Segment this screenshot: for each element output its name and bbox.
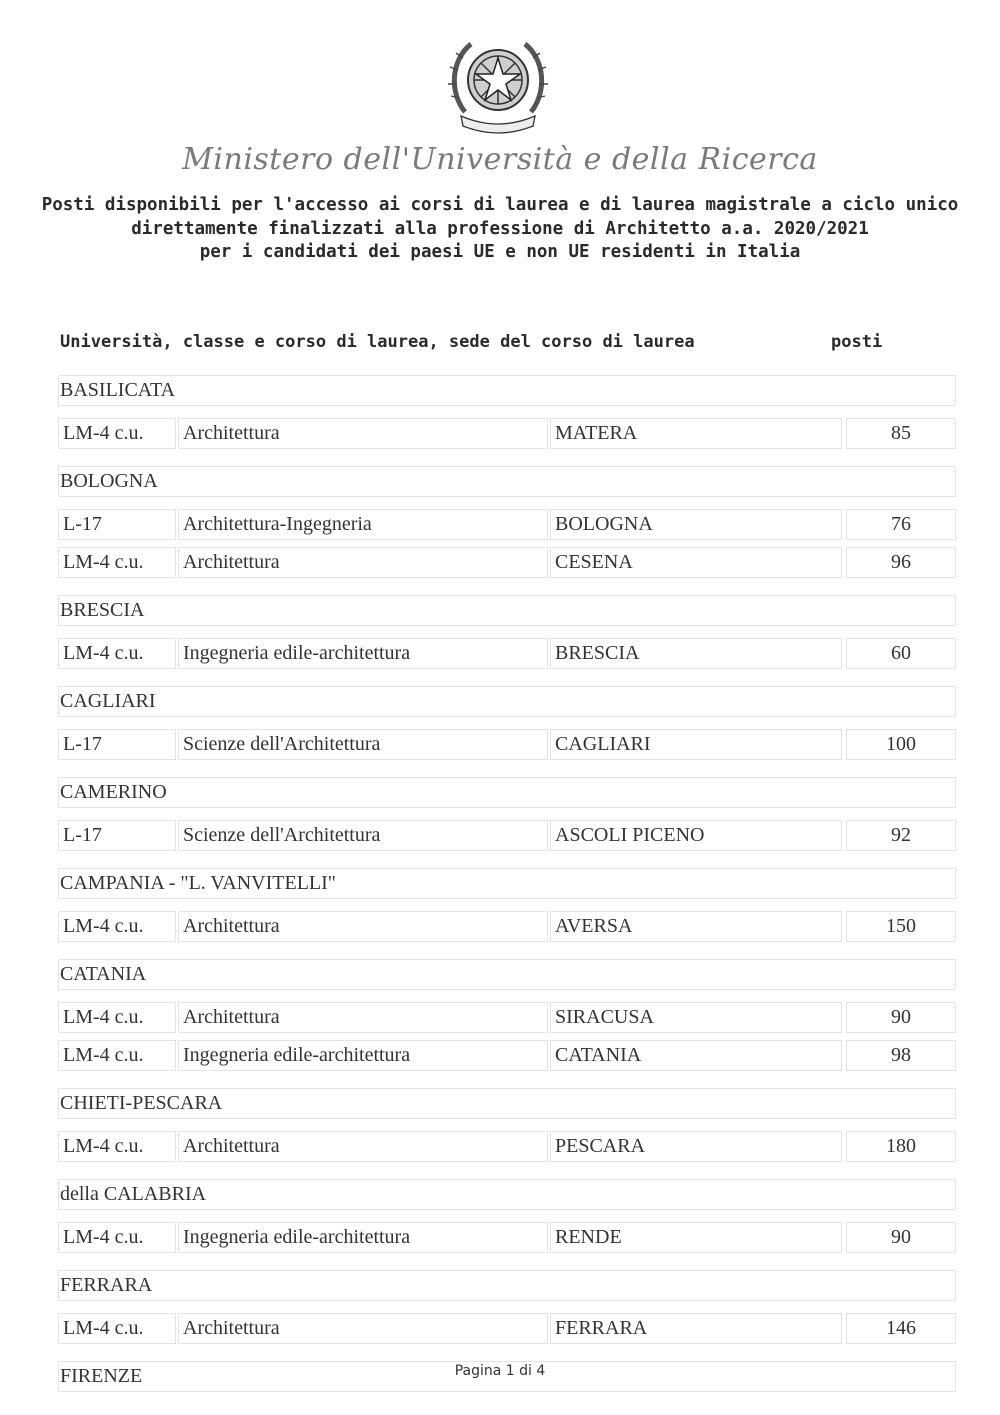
university-heading: FERRARA [58,1270,956,1301]
title-line: per i candidati dei paesi UE e non UE residenti in Italia [199,242,801,262]
location-cell: CATANIA [550,1040,842,1071]
places-cell: 98 [846,1040,956,1071]
university-heading: CAGLIARI [58,686,956,717]
class-cell: LM-4 c.u. [58,1040,176,1071]
class-cell: L-17 [58,729,176,760]
column-header-posti: posti [831,332,883,352]
location-cell: FERRARA [550,1313,842,1344]
course-cell: Architettura [178,1313,548,1344]
document-title [40,194,960,265]
course-cell: Architettura [178,1002,548,1033]
course-cell: Ingegneria edile-architettura [178,638,548,669]
university-heading: CATANIA [58,959,956,990]
column-header-university: Università, classe e corso di laurea, sede del corso di laurea [60,332,695,352]
places-cell: 85 [846,418,956,449]
location-cell: MATERA [550,418,842,449]
location-cell: RENDE [550,1222,842,1253]
course-cell: Architettura-Ingegneria [178,509,548,540]
class-cell: L-17 [58,509,176,540]
university-heading: BRESCIA [58,595,956,626]
university-heading: CAMPANIA - "L. VANVITELLI" [58,868,956,899]
location-cell: BOLOGNA [550,509,842,540]
title-line: direttamente finalizzati alla professione di Architetto a.a. 2020/2021 [131,218,869,239]
class-cell: LM-4 c.u. [58,1222,176,1253]
places-cell: 76 [846,509,956,540]
location-cell: ASCOLI PICENO [550,820,842,851]
class-cell: LM-4 c.u. [58,1131,176,1162]
university-heading: CHIETI-PESCARA [58,1088,956,1119]
university-heading: BASILICATA [58,375,956,406]
places-cell: 60 [846,638,956,669]
university-heading: BOLOGNA [58,466,956,497]
class-cell: L-17 [58,820,176,851]
places-cell: 90 [846,1002,956,1033]
location-cell: CESENA [550,547,842,578]
course-cell: Architettura [178,1131,548,1162]
republic-emblem-icon [445,28,551,140]
location-cell: CAGLIARI [550,729,842,760]
course-cell: Scienze dell'Architettura [178,820,548,851]
class-cell: LM-4 c.u. [58,1313,176,1344]
places-cell: 180 [846,1131,956,1162]
course-cell: Architettura [178,418,548,449]
places-cell: 100 [846,729,956,760]
location-cell: SIRACUSA [550,1002,842,1033]
places-cell: 92 [846,820,956,851]
places-cell: 90 [846,1222,956,1253]
places-cell: 96 [846,547,956,578]
places-cell: 150 [846,911,956,942]
course-cell: Architettura [178,911,548,942]
university-heading: FIRENZE [58,1361,956,1392]
course-cell: Scienze dell'Architettura [178,729,548,760]
ministry-name: Ministero dell'Università e della Ricerca [182,142,818,177]
course-cell: Ingegneria edile-architettura [178,1222,548,1253]
class-cell: LM-4 c.u. [58,1002,176,1033]
class-cell: LM-4 c.u. [58,547,176,578]
location-cell: AVERSA [550,911,842,942]
places-cell: 146 [846,1313,956,1344]
class-cell: LM-4 c.u. [58,638,176,669]
course-cell: Ingegneria edile-architettura [178,1040,548,1071]
course-cell: Architettura [178,547,548,578]
class-cell: LM-4 c.u. [58,418,176,449]
location-cell: PESCARA [550,1131,842,1162]
location-cell: BRESCIA [550,638,842,669]
title-line: Posti disponibili per l'accesso ai corsi di laurea e di laurea magistrale a ciclo unico [41,195,959,215]
university-heading: CAMERINO [58,777,956,808]
page-number: Pagina 1 di 4 [454,1363,546,1379]
university-heading: della CALABRIA [58,1179,956,1210]
class-cell: LM-4 c.u. [58,911,176,942]
